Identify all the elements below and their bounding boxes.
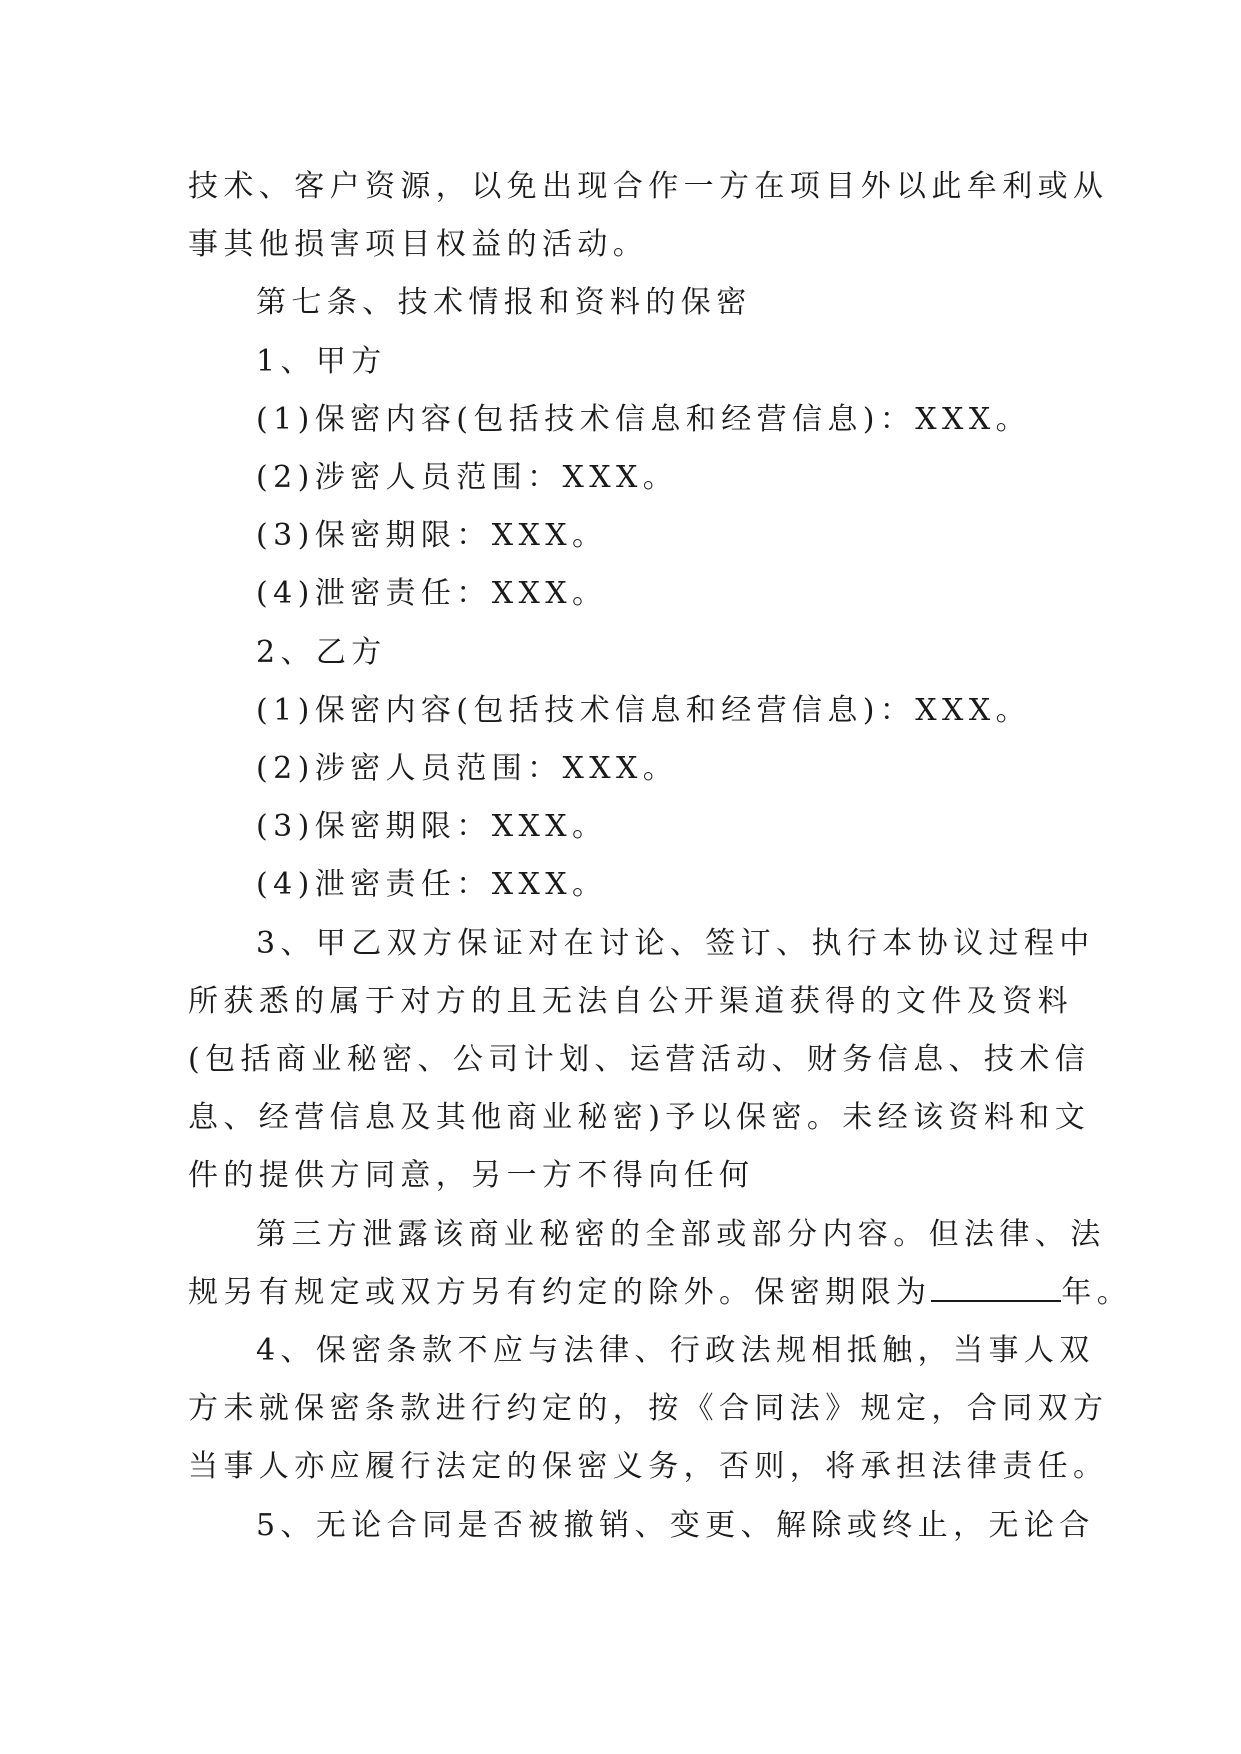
article-7-title: 第七条、技术情报和资料的保密: [256, 285, 752, 321]
clause-5-paragraph: [188, 1497, 1095, 1555]
clause-3-line-2: 所获悉的属于对方的且无法自公开渠道获得的文件及资料: [188, 983, 1073, 1019]
intro-paragraph: [188, 158, 1109, 274]
clause-3-continuation: [188, 1206, 1133, 1322]
party-b-heading: 2、乙方: [256, 634, 387, 670]
party-b-item-3: (3)保密期限：XXX。: [256, 809, 608, 845]
confidentiality-term-unit: 年。: [1061, 1274, 1133, 1310]
clause-3-line-3: (包括商业秘密、公司计划、运营活动、财务信息、技术信: [188, 1042, 1091, 1078]
clause-3-line-1: 3、甲乙双方保证对在讨论、签订、执行本协议过程中: [256, 925, 1095, 961]
party-b-item-2: (2)涉密人员范围：XXX。: [256, 751, 679, 787]
confidentiality-term-blank: [931, 1270, 1061, 1302]
clause-3-cont-line-2: [188, 1264, 1133, 1322]
document-body: [188, 158, 1133, 1555]
clause-4-line-1: 4、保密条款不应与法律、行政法规相抵触，当事人双: [256, 1333, 1095, 1369]
party-a-item-2: (2)涉密人员范围：XXX。: [256, 460, 679, 496]
party-a-item-4: (4)泄密责任：XXX。: [256, 576, 608, 612]
clause-3-line-4: 息、经营信息及其他商业秘密)予以保密。未经该资料和文: [188, 1100, 1091, 1136]
party-a-item-3: (3)保密期限：XXX。: [256, 518, 608, 554]
clause-3-cont-line-1: 第三方泄露该商业秘密的全部或部分内容。但法律、法: [256, 1216, 1106, 1252]
clause-4-line-3: 当事人亦应履行法定的保密义务，否则，将承担法律责任。: [188, 1449, 1109, 1485]
confidentiality-term-text: 规另有规定或双方另有约定的除外。保密期限为: [188, 1274, 932, 1310]
clause-4-line-2: 方未就保密条款进行约定的，按《合同法》规定，合同双方: [188, 1391, 1109, 1427]
clause-5-line-1: 5、无论合同是否被撤销、变更、解除或终止，无论合: [256, 1507, 1095, 1543]
intro-line-1: 技术、客户资源，以免出现合作一方在项目外以此牟利或从: [188, 169, 1109, 204]
party-a-heading: 1、甲方: [256, 343, 387, 379]
party-b-item-4: (4)泄密责任：XXX。: [256, 867, 608, 903]
party-a-item-1: (1)保密内容(包括技术信息和经营信息)：XXX。: [256, 401, 1031, 437]
clause-3-line-5: 件的提供方同意，另一方不得向任何: [188, 1158, 755, 1194]
party-b-item-1: (1)保密内容(包括技术信息和经营信息)：XXX。: [256, 692, 1031, 728]
clause-3-paragraph: [188, 915, 1095, 1206]
clause-4-paragraph: [188, 1322, 1109, 1497]
intro-line-2: 事其他损害项目权益的活动。: [188, 227, 649, 263]
